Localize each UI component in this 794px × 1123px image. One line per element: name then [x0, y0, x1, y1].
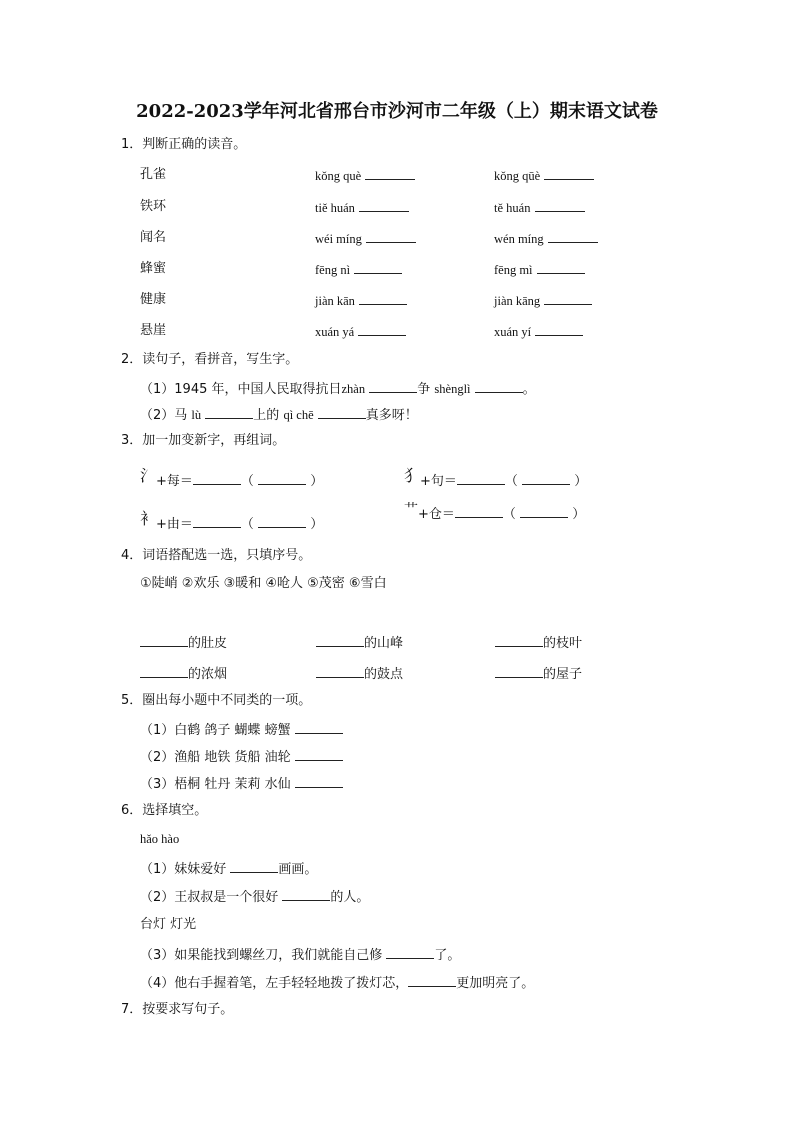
q4-fill: 的浓烟 — [140, 665, 227, 683]
answer-blank[interactable] — [295, 748, 343, 761]
question-6-prompt: 6．选择填空。 — [121, 803, 208, 818]
answer-blank[interactable] — [205, 406, 253, 419]
answer-blank[interactable] — [295, 775, 343, 788]
q1-option-b: kǒng qūè — [494, 167, 594, 185]
answer-blank[interactable] — [295, 721, 343, 734]
answer-blank[interactable] — [140, 634, 188, 647]
radical-grass: 艹 — [404, 502, 418, 518]
q1-word: 蜂蜜 — [140, 261, 167, 276]
answer-blank[interactable] — [455, 505, 503, 518]
q3-item: 艹+仓＝ （ ） — [404, 502, 586, 522]
answer-blank[interactable] — [230, 860, 278, 873]
answer-blank[interactable] — [354, 261, 402, 274]
question-2-prompt: 2．读句子，看拼音，写生字。 — [121, 352, 299, 367]
q1-option-b: fēng mì — [494, 261, 585, 279]
question-7-prompt: 7．按要求写句子。 — [121, 1002, 234, 1017]
question-4-prompt: 4．词语搭配选一选，只填序号。 — [121, 548, 312, 563]
q6-word-options: 台灯 灯光 — [140, 917, 197, 932]
q3-item: 犭+句＝ （ ） — [404, 466, 588, 489]
answer-blank[interactable] — [369, 380, 417, 393]
q5-item: （1）白鹤 鸽子 蝴蝶 螃蟹 — [140, 721, 343, 739]
q6-sentence-2: （2）王叔叔是一个很好 的人。 — [140, 890, 370, 905]
answer-blank[interactable] — [537, 261, 585, 274]
answer-blank[interactable] — [495, 634, 543, 647]
q2-sentence-1: （1）1945 年，中国人民取得抗日zhàn 争 shènglì 。 — [140, 382, 536, 397]
question-3-prompt: 3．加一加变新字，再组词。 — [121, 433, 286, 448]
answer-blank[interactable] — [535, 323, 583, 336]
answer-blank[interactable] — [365, 167, 415, 180]
answer-blank[interactable] — [282, 888, 330, 901]
q1-option-b: jiàn kāng — [494, 292, 592, 310]
q1-option-a: wéi míng — [315, 230, 416, 248]
q1-option-a: kǒng què — [315, 167, 415, 185]
q1-option-b: wén míng — [494, 230, 598, 248]
q1-option-a: jiàn kān — [315, 292, 407, 310]
q1-word: 健康 — [140, 292, 167, 307]
answer-blank[interactable] — [520, 505, 568, 518]
answer-blank[interactable] — [495, 665, 543, 678]
q1-option-b: xuán yí — [494, 323, 583, 341]
q1-option-a: tiě huán — [315, 199, 409, 217]
answer-blank[interactable] — [318, 406, 366, 419]
q1-option-b: tě huán — [494, 199, 585, 217]
q2-sentence-2: （2）马 lù 上的 qì chē 真多呀！ — [140, 408, 418, 423]
answer-blank[interactable] — [359, 199, 409, 212]
answer-blank[interactable] — [408, 974, 456, 987]
radical-clothing: 衤 — [140, 509, 157, 528]
q4-fill: 的鼓点 — [316, 665, 403, 683]
q4-fill: 的枝叶 — [495, 634, 582, 652]
answer-blank[interactable] — [475, 380, 523, 393]
answer-blank[interactable] — [258, 472, 306, 485]
q6-sentence-1: （1）妹妹爱好 画画。 — [140, 862, 318, 877]
answer-blank[interactable] — [535, 199, 585, 212]
answer-blank[interactable] — [359, 292, 407, 305]
q6-sentence-4: （4）他右手握着笔，左手轻轻地拨了拨灯芯， 更加明亮了。 — [140, 976, 535, 991]
answer-blank[interactable] — [386, 946, 434, 959]
question-1-prompt: 1．判断正确的读音。 — [121, 137, 247, 152]
q1-word: 孔雀 — [140, 167, 167, 182]
q1-option-a: xuán yá — [315, 323, 406, 341]
q1-word: 闻名 — [140, 230, 167, 245]
page-title: 2022-2023学年河北省邢台市沙河市二年级（上）期末语文试卷 — [136, 101, 658, 122]
q1-word: 悬崖 — [140, 323, 167, 338]
q1-word: 铁环 — [140, 199, 167, 214]
answer-blank[interactable] — [548, 230, 598, 243]
q1-option-a: fēng nì — [315, 261, 402, 279]
radical-water: 氵 — [140, 466, 157, 485]
q4-options: ①陡峭 ②欢乐 ③暖和 ④呛人 ⑤茂密 ⑥雪白 — [140, 576, 387, 591]
answer-blank[interactable] — [366, 230, 416, 243]
radical-dog: 犭 — [404, 466, 421, 485]
q4-fill: 的屋子 — [495, 665, 582, 683]
answer-blank[interactable] — [316, 665, 364, 678]
q4-fill: 的山峰 — [316, 634, 403, 652]
answer-blank[interactable] — [258, 515, 306, 528]
q6-sentence-3: （3）如果能找到螺丝刀，我们就能自己修 了。 — [140, 948, 461, 963]
q3-item: 氵+每＝ （ ） — [140, 466, 324, 489]
q4-fill: 的肚皮 — [140, 634, 227, 652]
question-5-prompt: 5．圈出每小题中不同类的一项。 — [121, 693, 312, 708]
answer-blank[interactable] — [522, 472, 570, 485]
answer-blank[interactable] — [358, 323, 406, 336]
answer-blank[interactable] — [316, 634, 364, 647]
q5-item: （3）梧桐 牡丹 茉莉 水仙 — [140, 775, 343, 793]
answer-blank[interactable] — [193, 472, 241, 485]
answer-blank[interactable] — [544, 167, 594, 180]
answer-blank[interactable] — [140, 665, 188, 678]
answer-blank[interactable] — [457, 472, 505, 485]
answer-blank[interactable] — [544, 292, 592, 305]
q3-item: 衤+由＝ （ ） — [140, 509, 324, 532]
q6-pinyin-options: hǎo hào — [140, 832, 180, 846]
answer-blank[interactable] — [193, 515, 241, 528]
q5-item: （2）渔船 地铁 货船 油轮 — [140, 748, 343, 766]
